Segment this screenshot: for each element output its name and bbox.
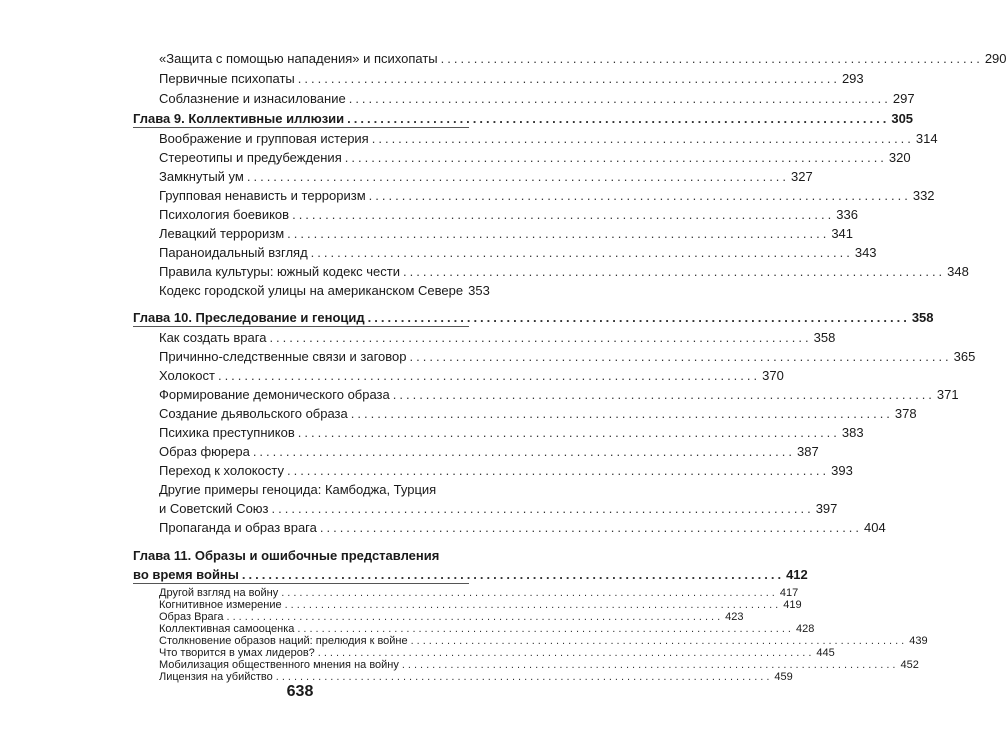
toc-entry-page: 353 (468, 283, 490, 298)
toc-entry[interactable] (159, 51, 1007, 66)
dot-leader: .................................................................................. (371, 131, 914, 146)
dot-leader: .................................................................................. (297, 71, 840, 86)
toc-entry-page: 393 (831, 463, 853, 478)
chapter-10-heading[interactable] (133, 310, 934, 325)
dot-leader: .................................................................................. (284, 599, 782, 611)
toc-entry[interactable] (159, 71, 864, 86)
toc-entry[interactable] (159, 520, 886, 535)
toc-entry-title: Замкнутый ум (159, 169, 244, 184)
toc-entry-page: 397 (815, 501, 838, 516)
toc-entry-page: 370 (762, 368, 784, 383)
dot-leader: .................................................................................. (287, 226, 830, 241)
toc-entry[interactable] (159, 647, 835, 659)
dot-leader: .................................................................................. (252, 444, 795, 459)
toc-entry-page: 290 (984, 51, 1007, 66)
toc-entry[interactable] (159, 91, 915, 106)
dot-leader: .................................................................................. (269, 330, 812, 345)
dot-leader: .................................................................................. (348, 91, 891, 106)
dot-leader: .................................................................................. (241, 567, 785, 582)
toc-entry-page: 428 (795, 623, 815, 635)
toc-entry-title: Холокост (159, 368, 215, 383)
toc-entry-title: Параноидальный взгляд (159, 245, 308, 260)
toc-entry-page: 378 (894, 406, 917, 421)
toc-entry-page: 320 (888, 150, 911, 165)
toc-entry[interactable] (159, 444, 819, 459)
toc-entry-page: 404 (864, 520, 886, 535)
toc-entry[interactable] (159, 349, 976, 364)
page-number: 638 (286, 683, 314, 700)
toc-entry-title: Другой взгляд на войну (159, 587, 279, 599)
dot-leader: .................................................................................. (297, 623, 794, 635)
dot-leader: .................................................................................. (286, 463, 830, 478)
toc-entry-page: 452 (900, 659, 919, 671)
chapter-title: Глава 10. Преследование и геноцид (133, 310, 365, 325)
toc-entry[interactable] (159, 264, 969, 279)
toc-entry[interactable] (159, 207, 858, 222)
toc-entry-title: Групповая ненависть и терроризм (159, 188, 366, 203)
toc-entry-title: Психология боевиков (159, 207, 290, 222)
dot-leader: .................................................................................. (281, 587, 778, 599)
dot-leader: .................................................................................. (271, 501, 814, 516)
toc-entry-title: Правила культуры: южный кодекс чести (159, 264, 400, 279)
toc-entry-title: Пропаганда и образ врага (159, 520, 317, 535)
chapter-divider (133, 583, 469, 584)
toc-entry[interactable] (159, 671, 793, 683)
toc-entry-title: Левацкий терроризм (159, 226, 285, 241)
toc-entry[interactable] (159, 245, 877, 260)
toc-entry-title: Коллективная самооценка (159, 623, 295, 635)
toc-entry[interactable] (159, 330, 836, 345)
dot-leader: .................................................................................. (368, 188, 911, 203)
chapter-title: во время войны (133, 567, 239, 582)
toc-entry[interactable] (159, 226, 854, 241)
dot-leader: .................................................................................. (297, 425, 840, 440)
toc-entry-page: 293 (841, 71, 864, 86)
chapter-title: Глава 9. Коллективные иллюзии (133, 111, 345, 126)
toc-entry-title: Образ Врага (159, 611, 224, 623)
toc-entry-multiline-first[interactable]: Другие примеры геноцида: Камбоджа, Турция (159, 482, 437, 497)
toc-entry[interactable] (159, 368, 784, 383)
toc-entry-page: 423 (725, 611, 744, 623)
toc-entry[interactable] (159, 283, 490, 298)
toc-entry-page: 332 (912, 188, 935, 203)
toc-entry-page: 348 (947, 264, 969, 279)
toc-entry-title: Что творится в умах лидеров? (159, 647, 315, 659)
toc-entry-page: 439 (909, 635, 928, 647)
toc-entry[interactable] (159, 188, 935, 203)
toc-entry[interactable] (159, 611, 744, 623)
toc-entry-page: 445 (816, 647, 835, 659)
chapter-page: 412 (786, 567, 808, 582)
toc-entry-title: Лицензия на убийство (159, 671, 273, 683)
chapter-divider (133, 127, 469, 128)
toc-entry-title: «Защита с помощью нападения» и психопаты (159, 51, 438, 66)
dot-leader: .................................................................................. (317, 647, 815, 659)
chapter-11-heading-first[interactable]: Глава 11. Образы и ошибочные представления (133, 548, 440, 563)
toc-entry[interactable] (159, 131, 938, 146)
toc-entry-title: и Советский Союз (159, 501, 269, 516)
dot-leader: .................................................................................. (344, 150, 887, 165)
toc-entry[interactable] (159, 501, 838, 516)
toc-entry-title: Переход к холокосту (159, 463, 284, 478)
dot-leader: .................................................................................. (246, 169, 790, 184)
dot-leader: .................................................................................. (292, 207, 835, 222)
toc-entry-title: Воображение и групповая истерия (159, 131, 369, 146)
dot-leader: .................................................................................. (347, 111, 890, 126)
toc-entry-page: 327 (791, 169, 813, 184)
toc-entry-title: Стереотипы и предубеждения (159, 150, 342, 165)
toc-entry-title: Формирование демонического образа (159, 387, 390, 402)
toc-entry-page: 417 (779, 587, 799, 599)
toc-entry-page: 419 (783, 599, 802, 611)
toc-entry-page: 365 (953, 349, 976, 364)
chapter-page: 305 (891, 111, 914, 126)
toc-entry-page: 358 (813, 330, 836, 345)
toc-entry[interactable] (159, 463, 853, 478)
toc-entry[interactable] (159, 623, 815, 635)
dot-leader: .................................................................................. (217, 368, 761, 383)
dot-leader: .................................................................................. (403, 264, 946, 279)
toc-entry[interactable] (159, 406, 917, 421)
toc-entry[interactable] (159, 425, 864, 440)
chapter-page: 358 (911, 310, 934, 325)
toc-entry[interactable] (159, 635, 928, 647)
toc-entry[interactable] (159, 599, 802, 611)
dot-leader: .................................................................................. (392, 387, 935, 402)
dot-leader: .................................................................................. (410, 635, 908, 647)
toc-entry-page: 459 (774, 671, 793, 683)
toc-entry-page: 383 (841, 425, 864, 440)
toc-entry[interactable] (159, 169, 813, 184)
toc-entry-title: Кодекс городской улицы на американском Севере (159, 283, 464, 298)
dot-leader: .................................................................................. (350, 406, 893, 421)
dot-leader: .................................................................................. (226, 611, 724, 623)
toc-entry-page: 314 (915, 131, 938, 146)
toc-entry-title: Образ фюрера (159, 444, 250, 459)
dot-leader: .................................................................................. (440, 51, 983, 66)
toc-entry[interactable] (159, 387, 959, 402)
chapter-11-heading[interactable] (133, 567, 808, 582)
toc-entry-page: 343 (854, 245, 877, 260)
dot-leader: .................................................................................. (409, 349, 952, 364)
toc-entry[interactable] (159, 659, 919, 671)
toc-entry-title: Психика преступников (159, 425, 295, 440)
chapter-9-heading[interactable] (133, 111, 914, 126)
toc-entry-page: 341 (831, 226, 854, 241)
toc-entry[interactable] (159, 587, 799, 599)
toc-entry-title: Как создать врага (159, 330, 267, 345)
chapter-divider (133, 326, 469, 327)
toc-entry-title: Соблазнение и изнасилование (159, 91, 346, 106)
toc-entry-title: Создание дьявольского образа (159, 406, 348, 421)
dot-leader: .................................................................................. (319, 520, 863, 535)
dot-leader: .................................................................................. (367, 310, 910, 325)
toc-entry-page: 371 (936, 387, 959, 402)
dot-leader: .................................................................................. (310, 245, 853, 260)
toc-entry-title: Мобилизация общественного мнения на войну (159, 659, 399, 671)
toc-entry-title: Первичные психопаты (159, 71, 295, 86)
toc-entry[interactable] (159, 150, 911, 165)
dot-leader: .................................................................................. (275, 671, 773, 683)
toc-entry-title: Причинно-следственные связи и заговор (159, 349, 407, 364)
toc-entry-title: Когнитивное измерение (159, 599, 282, 611)
dot-leader: .................................................................................. (401, 659, 899, 671)
toc-entry-page: 297 (892, 91, 915, 106)
toc-entry-title: Столкновение образов наций: прелюдия к войне (159, 635, 408, 647)
toc-entry-page: 336 (836, 207, 858, 222)
toc-entry-page: 387 (796, 444, 819, 459)
